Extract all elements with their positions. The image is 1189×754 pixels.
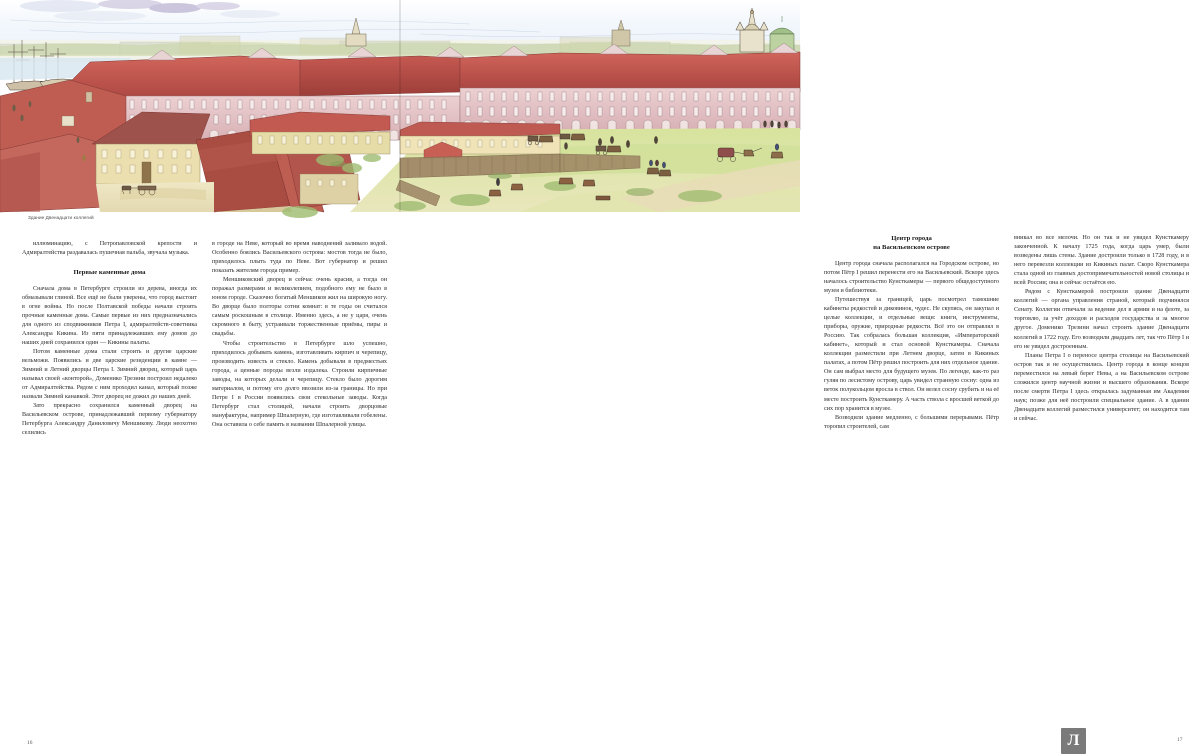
paragraph: Потом каменные дома стали строить и другие царские вельможи. Появились и две царские резиденции в камне — Зимний и Летний дворцы Петра I. Зимний дворец, который царь называл своей «конторой», Доменико Трезини построил недалеко от Адмиралтейства. Рядом с ним проходил канал, который позже назвали Зимней канавкой. Этот дворец не дожил до наших дней. <box>22 348 197 401</box>
paragraph: Сначала дома в Петербурге строили из дерева, иногда их обмазывали глиной. Все ещё не были уверены, что город выстоит в огне войны. Но после Полтавской победы начали строить прочные каменные дома. Самые первые из них предназначались для одного из сподвижников Петра I, адмиралтейств-советника Александра Кикина. Из пяти принадлежавших ему домов до наших дней сохранился один — Кикины палаты. <box>22 285 197 346</box>
paragraph: вникал во все мелочи. Но он так и не увидел Кунсткамеру законченной. К началу 1725 года, когда царь умер, были возведены лишь стены. Здание достроили только в 1728 году, и в него перевезли коллекции из Кикиных палат. Скоро Кунсткамера стала одной из главных достопримечательностей новой столицы и всей России; она и сейчас остаётся ею. <box>1014 235 1189 287</box>
right-page <box>400 232 1189 749</box>
paragraph: в городе на Неве, который во время наводнений заливало водой. Особенно боялись Васильевского острова: мостов тогда не было, приходилось плыть туда по Неве. Вот губернатор и решил показать жителям города пример. <box>212 241 387 275</box>
left-page <box>0 232 400 746</box>
paragraph: Путешествуя за границей, царь посмотрел тамошние кабинеты редкостей и диковинок, чудес. Не скупясь, он закупал и целые коллекции, и отдельные вещи: книги, инструменты, приборы, оружие, природные редкости. Всё это он отправлял в Россию. Так собралась большая коллекция, «Императорский кабинет», который и стал основой Кунсткамеры. Сначала коллекции разместили при Летнем дворце, затем в Кикиных палатах, а потом Пётр решил построить для них отдельное здание. Он сам выбрал место для будущего музея. По легенде, как-то раз гуляя по лесистому острову, царь увидел странную сосну: одна из веток полукольцом вросла в ствол. Он велел сосну срубить и на её месте построить Кунсткамеру. А часть ствола с вросшей веткой до сих пор хранится в музее. <box>824 297 999 412</box>
paragraph: Возводили здание медленно, с большими перерывами. Пётр торопил строителей, сам <box>824 414 999 430</box>
paragraph: Рядом с Кунсткамерой построили здание Двенадцати коллегий — органа управления страной, который подчинялся Сенату. Коллегии отвечали за ведение дел в армии и на флоте, за торговлю, за учёт доходов и расходов государства и за многое другое. Доменико Трезини начал строить здание Двенадцати коллегий в 1722 году. Его возводили двадцать лет, так что Пётр I и его не увидел достроенным. <box>1014 289 1189 350</box>
illustration-caption: Здание Двенадцати коллегий <box>28 215 94 220</box>
paragraph: Зато прекрасно сохранился каменный дворец на Васильевском острове, принадлежавший первому губернатору Петербурга Александру Даниловичу Меншикову. Люди неохотно селились <box>22 403 197 437</box>
section-heading-city-centre <box>824 234 999 253</box>
publisher-logo-watermark: Л <box>1061 728 1086 754</box>
heading-line-1: Центр города <box>891 235 932 242</box>
paragraph: Меншиковский дворец и сейчас очень красив, а тогда он поражал размерами и великолепием, подобного ему не было в юном городе. Сказочно богатый Меншиков жил на широкую ногу. Во дворце было полторы сотни комнат: в те годы он считался самым роскошным в столице. Именно здесь, а не у царя, очень скромного в быту, устраивали торжественные приёмы, пиры и свадьбы. <box>212 277 387 338</box>
heading-line-2: на Васильевском острове <box>873 244 950 252</box>
right-column-2 <box>1014 234 1189 424</box>
page-number-left: 16 <box>27 740 33 746</box>
left-column-1 <box>22 240 197 438</box>
left-column-2 <box>212 240 387 430</box>
book-gutter <box>399 0 401 212</box>
illustration-panel <box>0 0 800 212</box>
section-heading-first-stone-houses: Первые каменные дома <box>73 269 146 277</box>
paragraph: Чтобы строительство в Петербурге шло успешно, приходилось добывать камень, изготавливать кирпич и черепицу, производить известь и стекло. Камень добывали в предместьях города, а ценные породы везли издалека. Строили кирпичные заводы, на которых делали и черепицу. Стекло было дорогим материалом, и потому его долго ввозили из-за границы. Но при Петре I в России появились свои стекольные заводы. Когда Петербург стал столицей, начали строить дворцовые мануфактуры, например Шпалерную, где изготавливали гобелены. Она оставила о себе память в названии Шпалерной улицы. <box>212 340 387 428</box>
page-number-right: 17 <box>1177 737 1183 743</box>
paragraph: Центр города сначала располагался на Городском острове, но потом Пётр I решил перенести его на Васильевский. Вскоре здесь началось строительство Кунсткамеры — первого общедоступного музея и библиотеки. <box>824 260 999 294</box>
right-column-1 <box>824 234 999 432</box>
paragraph: Планы Петра I о переносе центра столицы на Васильевский остров так и не осуществились. Центр города в конце концов переместился на левый берег Невы, а на Васильевском острове сложился центр научной жизни и высшего образования. Вскоре после смерти Петра I здесь открылась задуманная им Академия наук; позже для неё построили специальное здание. А в здании Двенадцати коллегий разместился университет; он находится там и сейчас. <box>1014 352 1189 422</box>
paragraph: иллюминацию, с Петропавловской крепости и Адмиралтейства раздавалась пушечная пальба, звучала музыка. <box>22 241 197 257</box>
